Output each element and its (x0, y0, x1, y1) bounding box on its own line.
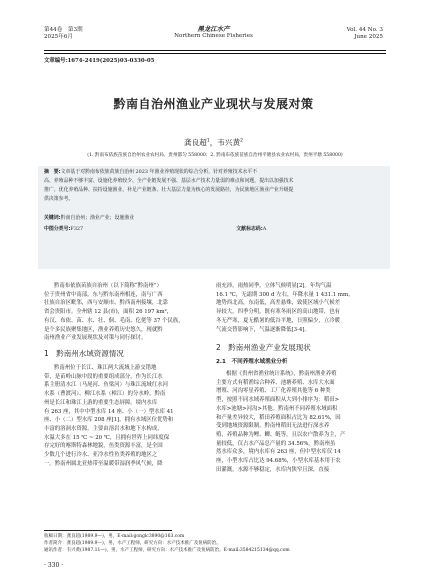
classification (44, 225, 384, 234)
footnote-author-bio: 作者简介：龚良超(1989.9—)，男，水产工程师，研究方向：水产技术推广及鱼病防治。 (44, 541, 221, 546)
abstract-line: 摘 要:文章基于对黔南布依族苗族自治州 2023 年渔业养殖现状的综合分析，针对养殖技术水平不 (44, 169, 258, 175)
abstract-line: 推广、优化养殖品种、扶持设施渔业、补足产业链条、壮大基层力量为核心的发展路径，为民族地区渔业产业升级提 (44, 187, 294, 193)
journal-cn: 黑龙江水产 (197, 25, 230, 33)
doc-code-value: A (262, 226, 267, 232)
header-rule-thick (44, 50, 386, 51)
abstract-line: 供决策参考。 (44, 196, 74, 202)
author-name: 韦兴黄 (217, 138, 241, 147)
doc-code-label: 文献标志码: (236, 226, 263, 232)
intro-paragraph: 黔南布依族苗族自治州（以下简称“黔南州”） 位于贵州省中南部，东与黔东南州相连，南与广西 壮族自治区毗邻，西与安顺市、黔西南州接壤，北靠 省会贵阳市。全州辖 12 县(市)，面积 26 197 km²， 有汉、布依、苗、水、壮、侗、毛南、仡佬等 37 个民族， 是个多民族聚集地区，渔业养殖历史悠久，现就黔 南州渔业产业发展现状及对策与同行探讨。 (44, 283, 184, 342)
volume-cn: 第44卷 第3期 (44, 27, 83, 33)
footnote-corresponding-author: 通讯作者：韦兴黄(1987.11—)，男，水产工程师，研究方向：水产技术推广及鱼病防治。E-mail:3584215134@qq.com (44, 548, 290, 553)
header-volume-en (347, 27, 383, 41)
keywords-value: 黔南自治州；渔业产业；设施渔业 (60, 215, 135, 221)
keywords-label: 关键词: (44, 215, 61, 221)
footnote-rule (44, 530, 172, 531)
paper-title: 黔南自治州渔业产业现状与发展对策 (113, 97, 314, 111)
section-2-1-paragraph: 根据《贵州省渔业统计系统》，黔南州渔业养殖 主要方式有稻渔综合种养、池塘养殖、水库大水面 增殖、河沟零星养殖、工厂化养殖其他等 6 种类 型，按照不同水域养殖面积从大到小排序为：稻田> 水库>池塘>河沟>其他。黔南州不同养殖水域面积 和产量差异较大，稻田养殖面积占比为 82.61%，因 受到地域资源限制，黔南州稻田无法进行深水养 殖，养殖品种为鲤、鲫、鲢等，且以农户散养为主，产 量较低，仅占水产品总产量的 34.56%。黔南州虽 然水库众多，境内水库有 263 座，但中型水库仅 14 座，小型水库占比达 94.68%，小型水库基本用于农 田灌溉，水源不够稳定，水库内狭窄且深，直接 (216, 371, 346, 473)
author-sup: 2 (240, 138, 243, 144)
journal-en: Northern Chinese Fisheries (174, 33, 253, 39)
abstract-label: 摘 要: (44, 169, 61, 175)
clc-value: F327 (70, 226, 84, 232)
climate-paragraph: 雨充沛，雨热同季，立体气候明显[2]。年均气温 16.1 ℃，无霜期 300 d 左右，年降水量 1 431.1 mm。 地势西北高，东南低，高差悬殊，致使区域小气候差 异较大，四季分明，既有寒冬雨区的高山地带，也有 冬无严寒，夏无酷暑的低谷平地，日照偏少，立冷暖 气流交替影响下，气温逐渐降低[3-4]。 (216, 283, 354, 333)
author-sup: 1 (206, 138, 210, 144)
date-cn: 2025年6月 (44, 34, 73, 40)
header-rule-thin (44, 53, 386, 54)
clc-label: 中图分类号: (44, 226, 71, 232)
subsection-2-1-heading: 2.1 不同养殖水域渔业分析 (216, 359, 288, 365)
article-number: 文章编号:1674-2419(2025)03-0330-05 (44, 58, 155, 64)
page-number: · 330 · (44, 562, 64, 569)
keywords (44, 214, 384, 223)
volume-en: Vol. 44 No. 3 (346, 27, 383, 33)
date-en: June 2025 (354, 34, 383, 40)
section-1-heading: 1 黔南州水域资源情况 (44, 349, 124, 358)
author-list: 龚良超$^1$，韦兴黄$^2$ (184, 138, 243, 147)
author-name: 龚良超 (184, 138, 207, 147)
abstract-line: 高、养殖品种不够丰富、设施化养殖较少、全产业链发展不强、基层水产技术力量弱的难点和问题，提出以加强技术 (44, 178, 294, 184)
affiliation: (1. 黔南布依族苗族自治州农业农村局，贵州都匀 558000；2. 黔南布依族苗族自治州平塘县农业农村局，贵州平塘 558000) (87, 153, 343, 158)
section-2-heading: 2 黔南州渔业产业发展现状 (216, 343, 311, 352)
footnote-received: 收稿日期：龚良超(1989.9—)，男，E-mail:gonglc3890@163.com (44, 534, 185, 539)
section-1-paragraph: 黔南州位于长江、珠江两大流域上游交错地 带，是苗岭山脉中段的重要组成部分。作为长江水 系主册清水江（马尾河、鱼梁河）与珠江流域红水河 水系（曹渡河）、柳江水系（樟江）的分水岭，黔南 州是长江和珠江上游的重要生态屏障。境内水库 有 263 座，其中中型水库 14 座、小（一）型水库 41 座、小（二）型水库 208 座[1]。拥有水域区位优势和 丰富的溶洞水资源，主要由溶岩水和地下水构成， 水温大多在 15 ℃ ~ 20 ℃，且拥有世界上同纬度保 存完好的喀斯特森林地貌，鱼类资源丰富，是全国 少数几个进行冷水、亚冷水性鱼类养殖的地区之 一。黔南州属北亚热带至温暖带湿润季风气候，降 (44, 365, 174, 467)
